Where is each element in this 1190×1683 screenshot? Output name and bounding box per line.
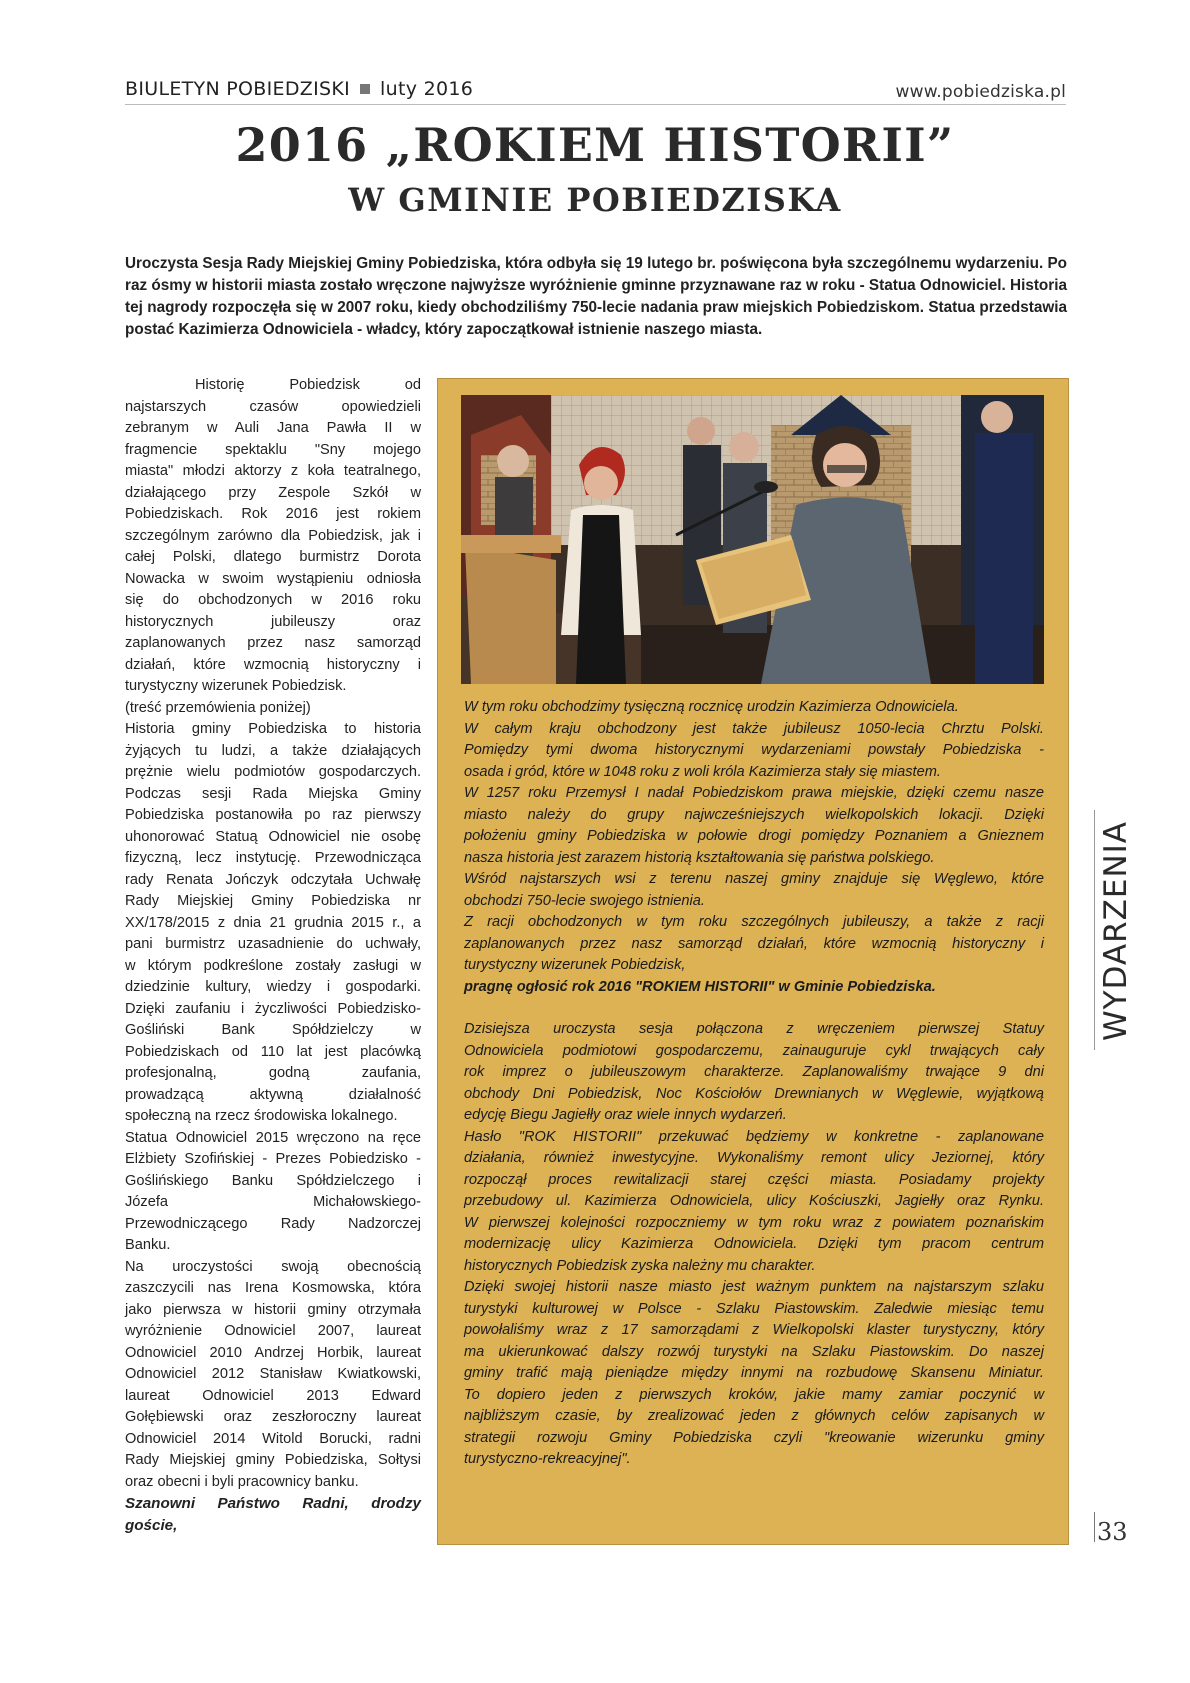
speech-line: zaplanowanych przez nasz samorząd działań, które wzmocnią historyczny i xyxy=(464,935,1044,952)
body-line: Nowacka w swoim wystąpieniu odniosła xyxy=(125,570,421,587)
body-line: Rady Miejskiej Gminy Pobiedziska nr xyxy=(125,893,421,909)
body-line: Podczas sesji Rada Miejska Gminy xyxy=(125,785,421,802)
body-line: Statua Odnowiciel 2015 wręczono na ręce xyxy=(125,1129,421,1146)
speech-line: rozpoczął proces rewitalizacji starej części miasta. Posiadamy projekty xyxy=(464,1171,1044,1188)
speech-line: W 1257 roku Przemysł I nadał Pobiedziskom prawa miejskie, dzięki czemu nasze xyxy=(464,785,1044,801)
speech-line: W pierwszej kolejności rozpoczniemy w tym roku wraz z powiatem poznańskim xyxy=(464,1214,1044,1231)
side-divider xyxy=(1094,810,1095,1050)
body-line: wyróżnienie Odnowiciel 2007, laureat xyxy=(125,1323,421,1339)
lead-line: tej nagrody rozpoczęła się w 2007 roku, kiedy obchodziliśmy 750-lecie nadania praw miejskich Pobiedziskom. Statua przedstawia xyxy=(125,299,1067,316)
body-line: jako pierwsza w historii gminy otrzymała xyxy=(125,1301,421,1318)
speech-line: historycznych Pobiedzisk zyska należny mu charakter. xyxy=(464,1257,816,1274)
body-line: zebranym w Auli Jana Pawła II w xyxy=(125,420,421,436)
body-line: fragmencie spektaklu "Sny mojego xyxy=(125,441,421,458)
body-line: działań, które wzmocnią historyczny i xyxy=(125,656,421,673)
separator-square-icon xyxy=(360,84,370,94)
speech-line: modernizację ulicy Kazimierza Odnowiciela. Dzięki tym pracom centrum xyxy=(464,1236,1044,1252)
body-line: historycznych jubileuszy oraz xyxy=(125,613,421,630)
body-line: Historia gminy Pobiedziska to historia xyxy=(125,721,421,737)
body-line: Pobiedziskach od 110 lat jest placówką xyxy=(125,1043,421,1060)
body-line: zaszczycili nas Irena Kosmowska, która xyxy=(125,1280,421,1296)
body-line: profesjonalną, godną zaufania, xyxy=(125,1065,421,1081)
speech-line: To dopiero jeden z pierwszych kroków, jakie mamy zamiar poczynić w xyxy=(464,1386,1044,1403)
website-url[interactable]: www.pobiedziska.pl xyxy=(895,82,1066,102)
speech-line: ma ukierunkować dalszy rozwój turystyki na Szlaku Piastowskim. Do naszej xyxy=(464,1343,1044,1360)
body-line: Pobiedziska postanowiła po raz pierwszy xyxy=(125,807,421,823)
article-body-left-column xyxy=(125,375,421,1536)
body-line: Przewodniczącego Rady Nadzorczej xyxy=(125,1215,421,1232)
body-line: Elżbiety Szofińskiej - Prezes Pobiedzisko - xyxy=(125,1151,421,1167)
speech-line: osada i gród, które w 1048 roku z woli króla Kazimierza stały się miastem. xyxy=(464,763,941,780)
body-line: Banku. xyxy=(125,1237,171,1253)
speech-line: Wśród najstarszych wsi z terenu naszej gminy znajduje się Węglewo, które xyxy=(464,871,1044,887)
body-line: żyjących tu ludzi, a także działających xyxy=(125,742,421,759)
speech-line: położeniu gminy Pobiedziska w połowie drogi pomiędzy Poznaniem a Gnieznem xyxy=(464,828,1044,844)
body-line: oraz obecni i byli pracownicy banku. xyxy=(125,1473,359,1490)
page-number-divider xyxy=(1094,1512,1095,1542)
speech-line: przebudowy ul. Kazimierza Odnowiciela, ulicy Kościuszki, Jagiełły oraz Rynku. xyxy=(464,1193,1044,1209)
speech-line: turystyki kulturowej w Polsce - Szlaku Piastowskim. Zaledwie miesiąc temu xyxy=(464,1300,1044,1317)
body-line: rady Renata Jończyk odczytała Uchwałę xyxy=(125,871,421,888)
paragraph-gap xyxy=(464,998,1044,1019)
ceremony-photo xyxy=(461,395,1044,684)
body-line: Gośliński Bank Spółdzielczy w xyxy=(125,1022,421,1038)
body-line: prowadzącą aktywną działalność xyxy=(125,1086,421,1103)
header-divider xyxy=(125,104,1066,105)
body-line: całej Polski, dlatego burmistrz Dorota xyxy=(125,549,421,565)
body-line: turystyczny wizerunek Pobiedzisk. xyxy=(125,678,347,694)
speech-line: Dzięki swojej historii nasze miasto jest ważnym punktem na najstarszym szlaku xyxy=(464,1279,1044,1295)
body-line: Szanowni Państwo Radni, drodzy xyxy=(125,1495,421,1512)
body-line: uhonorować Statuą Odnowiciel nie osobę xyxy=(125,828,421,845)
speech-line: miasto należy do grupy najwcześniejszych wielkopolskich lokacji. Dzięki xyxy=(464,806,1044,823)
speech-line: Odnowiciela podmiotowi gospodarczemu, zainauguruje cykl trwających cały xyxy=(464,1042,1044,1059)
speech-line: Pomiędzy tymi dwoma historycznymi wydarzeniami powstały Pobiedziska - xyxy=(464,742,1044,758)
speech-line: turystyczno-rekreacyjnej". xyxy=(464,1451,631,1467)
body-line: Odnowiciel 2010 Andrzej Horbik, laureat xyxy=(125,1344,421,1361)
speech-line: W całym kraju obchodzony jest także jubileusz 1050-lecia Chrztu Polski. xyxy=(464,720,1044,737)
speech-line: działania, również inwestycyjne. Wykonaliśmy remont ulicy Jeziornej, który xyxy=(464,1150,1044,1166)
body-line: pani burmistrz uzasadnienie do uchwały, xyxy=(125,936,421,952)
publication-name: BIULETYN POBIEDZISKI xyxy=(125,78,351,100)
speech-text xyxy=(464,697,1044,1471)
body-line: się do obchodzonych w 2016 roku xyxy=(125,592,421,608)
body-line: (treść przemówienia poniżej) xyxy=(125,699,311,716)
lead-line: Uroczysta Sesja Rady Miejskiej Gminy Pobiedziska, która odbyła się 19 lutego br. poświęcona była szczególnemu wydarzeniu. Po xyxy=(125,255,1067,272)
speech-line: nasza historia jest zarazem historią kształtowania się państwa polskiego. xyxy=(464,849,935,866)
body-line: miasta" młodzi aktorzy z koła teatralnego, xyxy=(125,463,421,479)
body-line: działającego przy Zespole Szkół w xyxy=(125,484,421,501)
speech-line: pragnę ogłosić rok 2016 "ROKIEM HISTORII" w Gminie Pobiedziska. xyxy=(464,978,936,995)
body-line: Na uroczystości swoją obecnością xyxy=(125,1258,421,1275)
speech-line: obchodzi 750-lecie swojego istnienia. xyxy=(464,892,705,909)
body-line: najstarszych czasów opowiedzieli xyxy=(125,398,421,415)
body-line: zaplanowanych przez nasz samorząd xyxy=(125,635,421,651)
body-line: społeczną na rzecz środowiska lokalnego. xyxy=(125,1108,398,1124)
body-line: Pobiedziskach. Rok 2016 jest rokiem xyxy=(125,506,421,522)
speech-line: turystyczny wizerunek Pobiedzisk, xyxy=(464,957,686,973)
body-line: Dzięki zaufaniu i życzliwości Pobiedzisko- xyxy=(125,1000,421,1017)
body-line: Odnowiciel 2014 Witold Borucki, radni xyxy=(125,1430,421,1447)
header-publication xyxy=(125,78,473,100)
speech-line: powołaliśmy wraz z 17 samorządami z Wielkopolski klaster turystyczny, który xyxy=(464,1322,1044,1338)
article-lead xyxy=(125,253,1067,341)
speech-line: najbliższym czasie, by zrealizować jeden z głównych celów zapisanych w xyxy=(464,1408,1044,1424)
speech-line: Z racji obchodzonych w tym roku szczególnych jubileuszy, a także z racji xyxy=(464,914,1044,930)
body-line: Odnowiciel 2012 Stanisław Kwiatkowski, xyxy=(125,1366,421,1382)
body-line: goście, xyxy=(125,1516,178,1534)
body-line: Rady Miejskiej gminy Pobiedziska, Sołtysi xyxy=(125,1452,421,1468)
article-title: 2016 „ROKIEM HISTORII” xyxy=(235,118,955,172)
page-number: 33 xyxy=(1097,1518,1128,1546)
body-line: Gołębiewski oraz zeszłoroczny laureat xyxy=(125,1409,421,1425)
body-line: Józefa Michałowskiego- xyxy=(125,1194,421,1210)
speech-line: edycję Biegu Jagiełły oraz wiele innych wydarzeń. xyxy=(464,1107,787,1123)
speech-line: obchody Dni Pobiedzisk, Noc Kościołów Drewnianych w Węglewie, wyjątkową xyxy=(464,1085,1044,1102)
speech-line: rok imprez o jubileuszowym charakterze. Zaplanowaliśmy trwające 9 dni xyxy=(464,1064,1044,1080)
speech-line: Dzisiejsza uroczysta sesja połączona z wręczeniem pierwszej Statuy xyxy=(464,1021,1044,1037)
section-label: WYDARZENIA xyxy=(1098,820,1134,1041)
issue-date: luty 2016 xyxy=(380,78,474,100)
body-line: Historię Pobiedzisk od xyxy=(195,377,421,393)
speech-line: W tym roku obchodzimy tysięczną rocznicę urodzin Kazimierza Odnowiciela. xyxy=(464,699,959,715)
speech-line: gminy trafić mają pieniądze między innymi na rozbudowę Skansenu Miniatur. xyxy=(464,1365,1044,1381)
body-line: laureat Odnowiciel 2013 Edward xyxy=(125,1387,421,1404)
body-line: prężnie wielu podmiotów gospodarczych. xyxy=(125,764,421,780)
article-subtitle: W GMINIE POBIEDZISKA xyxy=(348,181,842,219)
body-line: dziedzinie kultury, wiedzy i gospodarki. xyxy=(125,979,421,995)
lead-line: postać Kazimierza Odnowiciela - władcy, który zapoczątkował istnienie naszego miasta. xyxy=(125,321,763,338)
body-line: Goślińskiego Banku Spółdzielczego i xyxy=(125,1172,421,1189)
body-line: XX/178/2015 z dnia 21 grudnia 2015 r., a xyxy=(125,914,421,931)
speech-line: Hasło "ROK HISTORII" przekuwać będziemy w konkretne - zaplanowane xyxy=(464,1128,1044,1145)
body-line: szczególnym zarówno dla Pobiedzisk, jak i xyxy=(125,527,421,544)
body-line: fizyczną, lecz instytucję. Przewodnicząca xyxy=(125,850,421,866)
speech-line: strategii rozwoju Gminy Pobiedziska czyli "kreowanie wizerunku gminy xyxy=(464,1429,1044,1446)
body-line: w którym podkreślone zostały zasługi w xyxy=(125,957,421,974)
lead-line: raz ósmy w historii miasta zostało wręczone najwyższe wyróżnienie gminne przyznawane raz w roku - Statua Odnowiciel. Historia xyxy=(125,277,1067,294)
